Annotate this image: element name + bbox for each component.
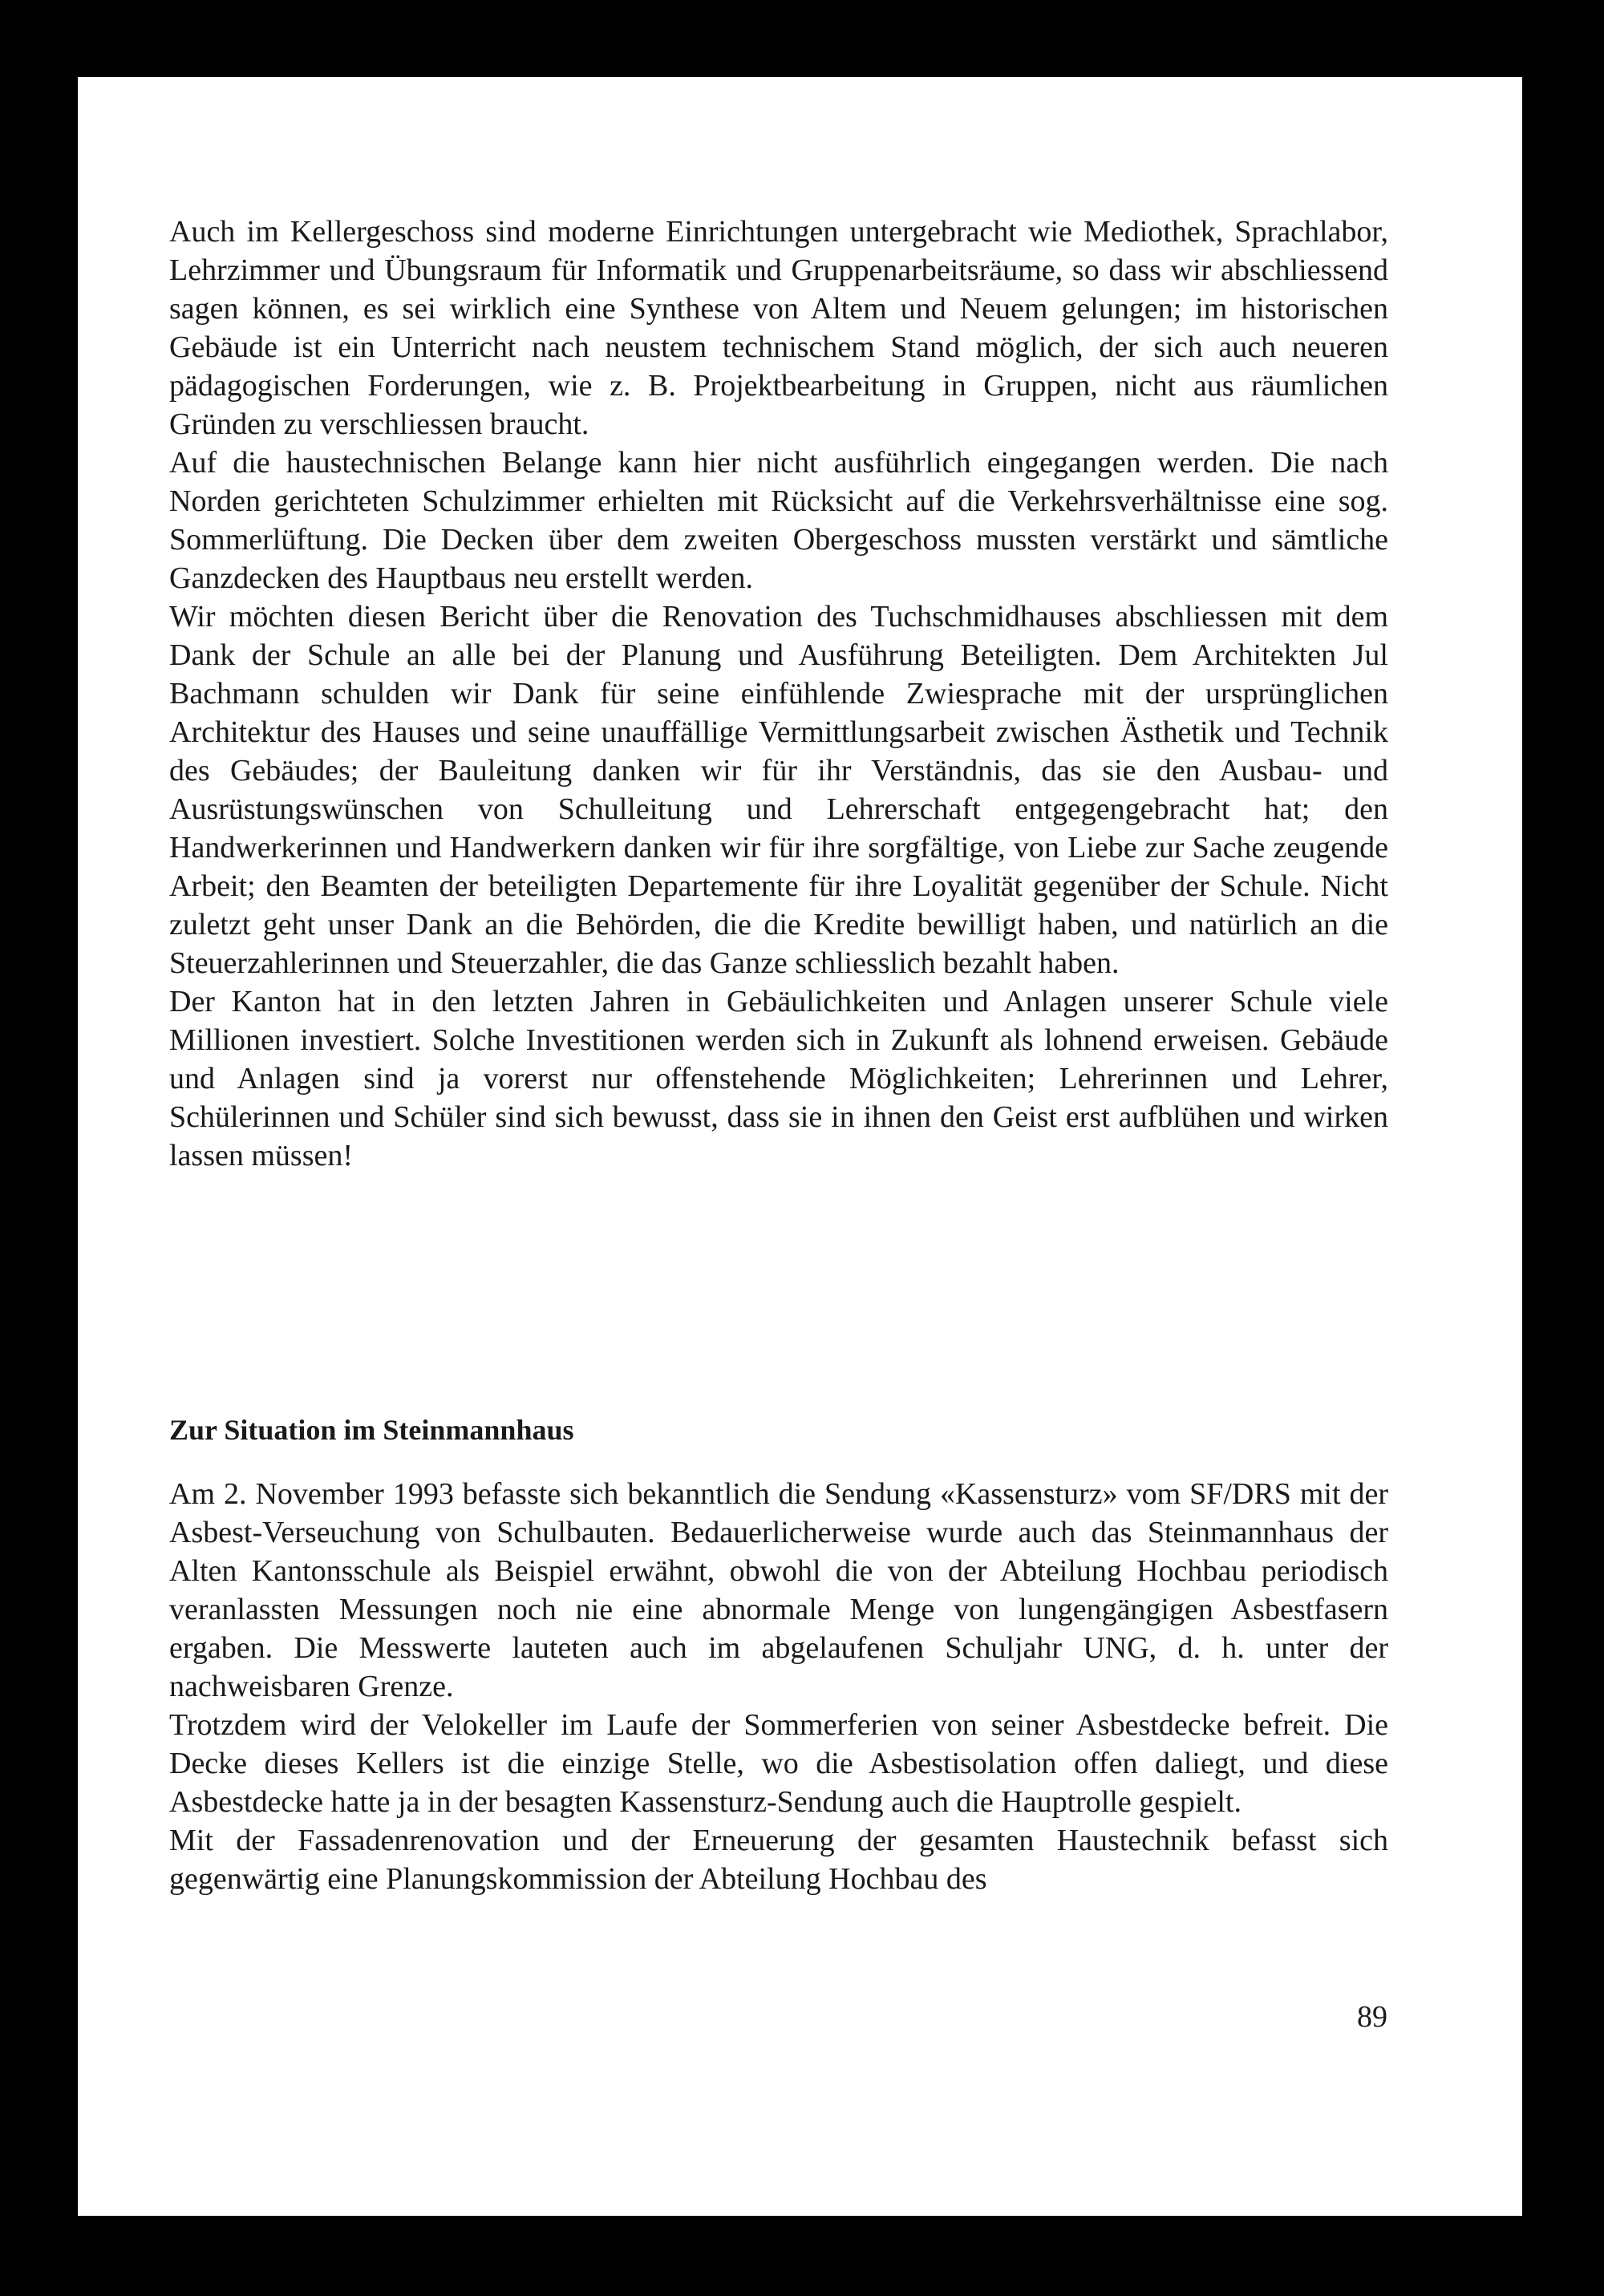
paragraph: Mit der Fassadenrenovation und der Erneuerung der gesamten Haustechnik befasst sich gegenwärtig eine Planungskommission der Abteilung Hochbau des xyxy=(169,1824,1388,1896)
paragraph: Trotzdem wird der Velokeller im Laufe der Sommerferien von seiner Asbestdecke befreit. Die Decke dieses Kellers ist die einzige Stelle, wo die Asbestisolation offen daliegt, und diese Asbestdecke hatte ja in der besagten Kassensturz-Sendung auch die Hauptrolle gespielt. xyxy=(169,1708,1388,1819)
paragraph: Auch im Kellergeschoss sind moderne Einrichtungen untergebracht wie Mediothek, Sprachlabor, Lehrzimmer und Übungsraum für Informatik und Gruppenarbeitsräume, so dass wir abschliessend sagen können, es sei wirklich eine Synthese von Altem und Neuem gelungen; im historischen Gebäude ist ein Unterricht nach neustem technischem Stand möglich, der sich auch neueren pädagogischen Forderungen, wie z. B. Projektbearbeitung in Gruppen, nicht aus räumlichen Gründen zu verschliessen braucht. xyxy=(169,215,1388,441)
document-page xyxy=(78,77,1522,2216)
paragraph: Auf die haustechnischen Belange kann hier nicht ausführlich eingegangen werden. Die nach Norden gerichteten Schulzimmer erhielten mit Rücksicht auf die Verkehrsverhältnisse eine sog. Sommerlüftung. Die Decken über dem zweiten Obergeschoss mussten verstärkt und sämtliche Ganzdecken des Hauptbaus neu erstellt werden. xyxy=(169,446,1388,595)
paragraph: Wir möchten diesen Bericht über die Renovation des Tuchschmidhauses abschliessen mit dem Dank der Schule an alle bei der Planung und Ausführung Beteiligten. Dem Architekten Jul Bachmann schulden wir Dank für seine einfühlende Zwiesprache mit der ursprünglichen Architektur des Hauses und seine unauffällige Vermittlungsarbeit zwischen Ästhetik und Technik des Gebäudes; der Bauleitung danken wir für ihr Verständnis, das sie den Ausbau- und Ausrüstungswünschen von Schulleitung und Lehrerschaft entgegengebracht hat; den Handwerkerinnen und Handwerkern danken wir für ihre sorgfältige, von Liebe zur Sache zeugende Arbeit; den Beamten der beteiligten Departemente für ihre Loyalität gegenüber der Schule. Nicht zuletzt geht unser Dank an die Behörden, die die Kredite bewilligt haben, und natürlich an die Steuerzahlerinnen und Steuerzahler, die das Ganze schliesslich bezahlt haben. xyxy=(169,600,1388,980)
paragraph: Der Kanton hat in den letzten Jahren in Gebäulichkeiten und Anlagen unserer Schule viele Millionen investiert. Solche Investitionen werden sich in Zukunft als lohnend erweisen. Gebäude und Anlagen sind ja vorerst nur offenstehende Möglichkeiten; Lehrerinnen und Lehrer, Schülerinnen und Schüler sind sich bewusst, dass sie in ihnen den Geist erst aufblühen und wirken lassen müssen! xyxy=(169,985,1388,1172)
body-text-bottom xyxy=(169,1475,1388,1898)
body-text-top xyxy=(169,213,1388,1175)
paragraph: Am 2. November 1993 befasste sich bekanntlich die Sendung «Kassensturz» vom SF/DRS mit der Asbest-Verseuchung von Schulbauten. Bedauerlicherweise wurde auch das Steinmannhaus der Alten Kantonsschule als Beispiel erwähnt, obwohl die von der Abteilung Hochbau periodisch veranlassten Messungen noch nie eine abnormale Menge von lungengängigen Asbestfasern ergaben. Die Messwerte lauteten auch im abgelaufenen Schuljahr UNG, d. h. unter der nachweisbaren Grenze. xyxy=(169,1477,1388,1703)
section-heading: Zur Situation im Steinmannhaus xyxy=(169,1414,574,1446)
page-number: 89 xyxy=(1357,2000,1387,2034)
